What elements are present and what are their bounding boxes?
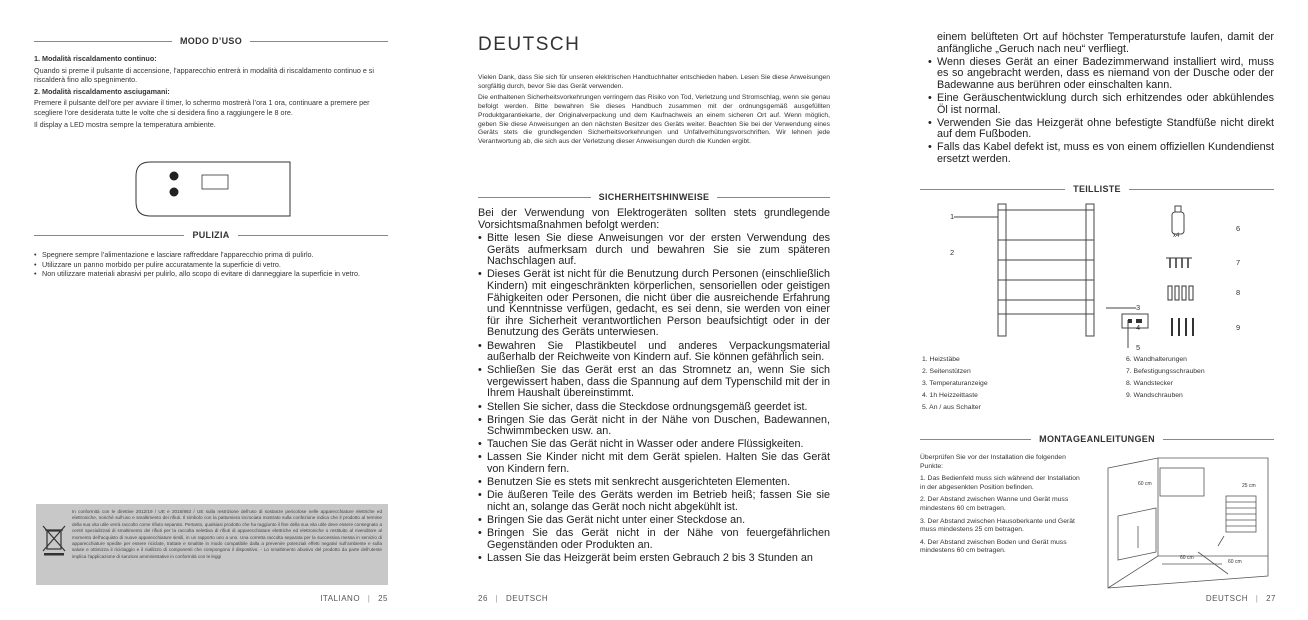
section-heading-install: MONTAGEANLEITUNGEN [920,434,1274,444]
callout-number: 2 [950,248,955,257]
callout-number: 1 [950,212,955,221]
safety-intro: Bei der Verwendung von Elektrogeräten sollten stets grundlegende Vorsichtsmaßnahmen befolgt werden: [478,207,830,231]
list-item: • Tauchen Sie das Gerät nicht in Wasser oder andere Flüssigkeiten. [478,439,830,451]
dimension-label: 60 cm [1138,481,1152,487]
mode2-text: Premere il pulsante dell’ore per avviare il timer, lo schermo mostrerà l’ora 1 ora, continuare a premere per scegliere l’ore desiderata tutte le volte che si desidera fino a raggiungere le 8 ore. [34,98,370,117]
page-title: DEUTSCH [478,34,581,55]
list-item: • Lassen Sie Kinder nicht mit dem Gerät spielen. Halten Sie das Gerät von Kindern fern. [478,452,830,475]
list-item: • Bringen Sie das Gerät nicht in der Nähe von Duschen, Badewannen, Schwimmbecken usw. an. [478,415,830,438]
continued-text: einem belüfteten Ort auf höchster Temperaturstufe laufen, damit der anfängliche „Geruch nach neu“ verfliegt. [937,31,1274,55]
footer: ITALIANO | 25 [320,594,388,603]
footer: DEUTSCH | 27 [1205,594,1276,603]
dimension-label: 60 cm [1228,559,1242,565]
list-item: 2. Seitenstützen [922,368,971,375]
page-number: 26 [478,594,488,603]
callout-number: 3 [1136,303,1141,312]
list-item: • Dieses Gerät ist nicht für die Benutzung durch Personen (einschließlich Kindern) mit eingeschränkten körperlichen, sensoriellen oder geistigen Fähigkeiten oder Personen, die nicht über die ausreichende Erfahrung und Kenntnisse verfügen, gedacht, es sei denn, sie werden von einer für ihre Sicherheit verantwortlichen Person beaufsichtigt oder in der Benutzung des Geräts unterwiesen. [478,269,830,339]
page-number: 27 [1266,594,1276,603]
list-item: • Bewahren Sie Plastikbeutel und anderes Verpackungsmaterial außerhalb der Reichweite von Kindern auf. Sie können gefährlich sein. [478,341,830,364]
list-item: • Spegnere sempre l’alimentazione e lasciare raffreddare l’apparecchio prima di pulirlo. [34,250,388,260]
list-item: • Utilizzare un panno morbido per pulire accuratamente la superficie di vetro. [34,260,388,270]
callout-number: 7 [1236,258,1241,267]
mode1-text: Quando si preme il pulsante di accensione, l’apparecchio entrerà in modalità di riscaldamento continuo e si riscalderà fino allo spegnimento. [34,65,375,85]
list-item: • Non utilizzare materiali abrasivi per pulirlo, allo scopo di evitare di danneggiare la superficie in vetro. [34,269,388,279]
list-item: • Wenn dieses Gerät an einer Badezimmerwand installiert wird, muss es so angebracht werden, dass es niemand von der Dusche oder der Badewanne aus berühren oder einschalten kann. [928,57,1274,92]
crossed-bin-icon [42,524,66,556]
callout-number: 4 [1136,323,1141,332]
parts-diagram [920,196,1274,350]
page-deutsch-26 [436,0,872,620]
dimension-label: 25 cm [1242,483,1256,489]
list-item: • Bringen Sie das Gerät nicht unter einer Steckdose an. [478,515,830,527]
list-item: • Eine Geräuschentwicklung durch sich erhitzendes oder abkühlendes Öl ist normal. [928,93,1274,116]
weee-box [36,504,388,585]
mode1-title: 1. Modalità riscaldamento continuo: [34,54,157,63]
weee-text: In conformità con le direttive 2012/19 / UE e 2015/863 / UE sulla restrizione dell’uso di sostanze pericolose nelle apparecchiature elettriche ed elettroniche, nonché sull’uso e smaltimento dei rifiuti. Il simbolo con la pattumiera incrociata mostrato sulla confezione indica che il prodotto al termine della sua vita utile verrà raccolto come rifiuto separato. Pertanto, qualsiasi prodotto che ha raggiunto il fine della sua vita utile deve essere consegnato a centri specializzati di smaltimento dei rifiuti per la raccolta selettiva di rifiuti di apparecchiature elettriche ed elettroniche o restituito al rivenditore al momento dell’acquisto di nuove apparecchiature simili, in un rapporto uno a uno. Una corretta raccolta separata per la successiva messa in servizio di apparecchiature spedite per essere riciclate, trattate e smaltite in modo compatibile dalla a prevenire potenziali effetti negativi sull’ambiente e sulla salute e ottimizza il riciclaggio e il riutilizzo di componenti che compongono il dispositivo. - Lo smaltimento abusivo del prodotto da parte dell’utente implica l’applicazione di sanzioni amministrative in conformità con le leggi [72,509,382,559]
mode2-title: 2. Modalità riscaldamento asciugamani: [34,86,170,96]
footer-label: ITALIANO [320,594,361,603]
list-item: • Benutzen Sie es stets mit senkrecht ausgerichteten Elementen. [478,477,830,489]
callout-number: 8 [1236,288,1241,297]
intro-text [478,74,830,149]
safety-continued [928,32,1274,167]
page-number: 25 [378,594,388,603]
dimension-label: 60 cm [1180,555,1194,561]
list-item: • Falls das Kabel defekt ist, muss es von einem offiziellen Kundendienst ersetzt werden. [928,142,1274,165]
callout-number: 5 [1136,343,1141,352]
list-item: • Lassen Sie das Heizgerät beim ersten Gebrauch 2 bis 3 Stunden an [478,553,830,565]
list-item: 3. Der Abstand zwischen Hausoberkante und Gerät muss mindestens 25 cm betragen. [920,517,1075,534]
list-item: 4. Der Abstand zwischen Boden und Gerät muss mindestens 60 cm betragen. [920,538,1067,555]
list-item: 1. Das Bedienfeld muss sich während der Installation in der abgesenkten Position befinden. [920,475,1080,491]
intro-paragraph: Die enthaltenen Sicherheitsvorkehrungen verringern das Risiko von Tod, Verletzung und Stromschlag, wenn sie genau befolgt werden. Bitte bewahren Sie dieses Handbuch zusammen mit der ordnungsgemäß ausgefüllten Produktgarantiekarte, der Originalverpackung und dem Kaufnachweis an einem sicheren Ort auf. Wenn möglich, geben Sie diese Anweisungen an den nächsten Besitzer des Geräts weiter. Beachten Sie bei der Verwendung eines Geräts stets die grundlegenden Sicherheitsvorkehrungen und Unfallverhütungsvorschriften. Wir lehnen jede Verantwortung ab, die sich aus der Verletzung dieser Anweisungen durch die Kunden ergibt. [478,93,830,146]
callout-number: 9 [1236,323,1241,332]
footer-label: DEUTSCH [505,594,549,603]
quantity-label: x4 [1173,233,1180,239]
display-text: Il display a LED mostra sempre la temperatura ambiente. [34,119,216,129]
safety-text [478,208,830,566]
section-heading-usage: MODO D’USO [34,36,388,46]
intro-paragraph: Vielen Dank, dass Sie sich für unseren elektrischen Handtuchhalter entschieden haben. Lesen Sie diese Anweisungen sorgfältig durch, bevor Sie das Gerät verwenden. [478,74,830,90]
control-panel-illustration [134,160,294,218]
list-item: 3. Temperaturanzeige [922,380,988,387]
list-item: 5. An / aus Schalter [922,404,981,411]
cleaning-list [34,250,388,279]
footer: 26 | DEUTSCH [478,594,549,603]
list-item: 1. Heizstäbe [922,356,960,363]
section-heading-cleaning: PULIZIA [34,230,388,240]
list-item: • Bitte lesen Sie diese Anweisungen vor der ersten Verwendung des Geräts aufmerksam durch und bewahren Sie sie zum späteren Nachschlagen auf. [478,233,830,268]
list-item: 7. Befestigungsschrauben [1126,368,1205,375]
list-item: 2. Der Abstand zwischen Wanne und Gerät muss mindestens 60 cm betragen. [920,496,1069,512]
parts-list-right [1126,354,1276,402]
callout-number: 6 [1236,224,1241,233]
list-item: 9. Wandschrauben [1126,392,1183,399]
section-heading-parts: TEILLISTE [920,184,1274,194]
installation-diagram [1098,456,1276,590]
usage-text [34,54,390,131]
install-text [920,454,1084,560]
list-item: • Schließen Sie das Gerät erst an das Stromnetz an, wenn Sie sich vergewissert haben, dass die Spannung auf dem Typenschild mit der in Ihrem Haushalt übereinstimmt. [478,365,830,400]
parts-list-left [922,354,1112,414]
page-italian [0,0,436,620]
list-item: • Bringen Sie das Gerät nicht in der Nähe von feuergefährlichen Gegenständen oder Produkten an. [478,528,830,551]
install-intro: Überprüfen Sie vor der Installation die folgenden Punkte: [920,454,1066,470]
list-item: • Stellen Sie sicher, dass die Steckdose ordnungsgemäß geerdet ist. [478,402,830,414]
page-deutsch-27 [872,0,1308,620]
list-item: 8. Wandstecker [1126,380,1173,387]
list-item: 4. 1h Heizzeittaste [922,392,978,399]
list-item: • Verwenden Sie das Heizgerät ohne befestigte Standfüße nicht direkt auf dem Fußboden. [928,118,1274,141]
list-item: 6. Wandhalterungen [1126,356,1187,363]
footer-label: DEUTSCH [1205,594,1249,603]
list-item: • Die äußeren Teile des Geräts werden im Betrieb heiß; fassen Sie sie nicht an, solange das Gerät noch nicht abgekühlt ist. [478,490,830,513]
section-heading-safety: SICHERHEITSHINWEISE [478,192,830,202]
